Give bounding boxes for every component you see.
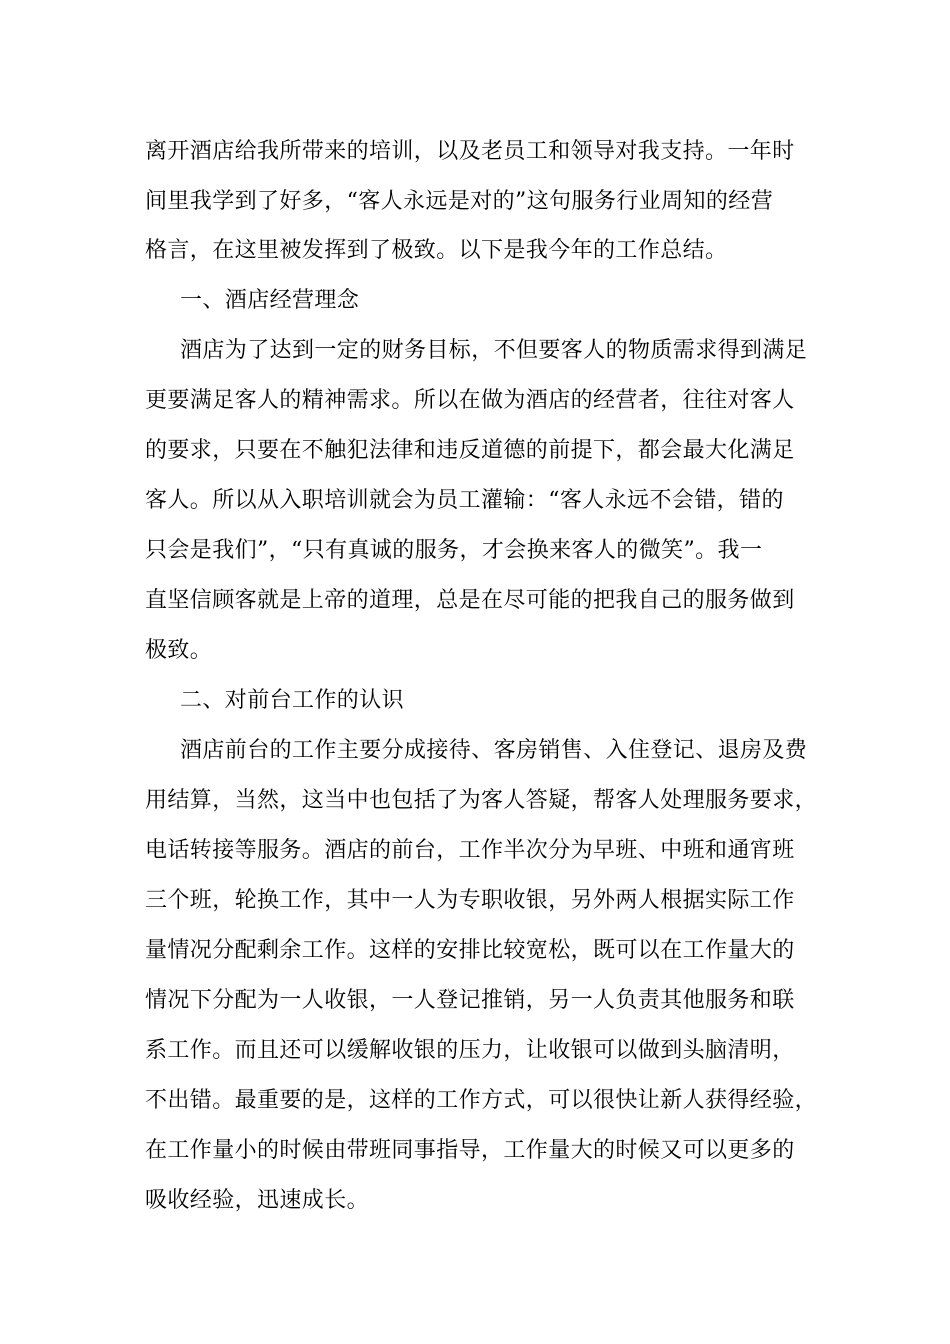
section-heading: 二、对前台工作的认识 <box>180 688 405 713</box>
paragraph-line: 直坚信顾客就是上帝的道理，总是在尽可能的把我自己的服务做到 <box>145 588 795 613</box>
paragraph-line: 在工作量小的时候由带班同事指导，工作量大的时候又可以更多的 <box>145 1138 795 1163</box>
paragraph-line: 电话转接等服务。酒店的前台，工作半次分为早班、中班和通宵班 <box>145 838 795 863</box>
paragraph-line: 客人。所以从入职培训就会为员工灌输：“客人永远不会错，错的 <box>145 488 784 513</box>
paragraph-line: 极致。 <box>145 638 213 663</box>
paragraph-line: 三个班，轮换工作，其中一人为专职收银，另外两人根据实际工作 <box>145 888 795 913</box>
section-heading: 一、酒店经营理念 <box>180 288 360 313</box>
paragraph-line: 酒店为了达到一定的财务目标，不但要客人的物质需求得到满足 <box>180 338 808 363</box>
paragraph-line: 吸收经验，迅速成长。 <box>145 1188 370 1213</box>
paragraph-line: 只会是我们”，“只有真诚的服务，才会换来客人的微笑”。我一 <box>145 538 763 563</box>
paragraph-line: 量情况分配剩余工作。这样的安排比较宽松，既可以在工作量大的 <box>145 938 795 963</box>
paragraph-line: 用结算，当然，这当中也包括了为客人答疑，帮客人处理服务要求， <box>145 788 818 813</box>
paragraph-line: 情况下分配为一人收银，一人登记推销，另一人负责其他服务和联 <box>145 988 795 1013</box>
paragraph-line: 离开酒店给我所带来的培训，以及老员工和领导对我支持。一年时 <box>145 139 795 164</box>
paragraph-line: 更要满足客人的精神需求。所以在做为酒店的经营者，往往对客人 <box>145 388 795 413</box>
paragraph-line: 格言，在这里被发挥到了极致。以下是我今年的工作总结。 <box>145 238 728 263</box>
paragraph-line: 间里我学到了好多，“客人永远是对的”这句服务行业周知的经营 <box>145 189 774 214</box>
paragraph-line: 系工作。而且还可以缓解收银的压力，让收银可以做到头脑清明， <box>145 1038 795 1063</box>
paragraph-line: 酒店前台的工作主要分成接待、客房销售、入住登记、退房及费 <box>180 738 808 763</box>
paragraph-line: 不出错。最重要的是，这样的工作方式，可以很快让新人获得经验， <box>145 1088 818 1113</box>
paragraph-line: 的要求，只要在不触犯法律和违反道德的前提下，都会最大化满足 <box>145 438 795 463</box>
